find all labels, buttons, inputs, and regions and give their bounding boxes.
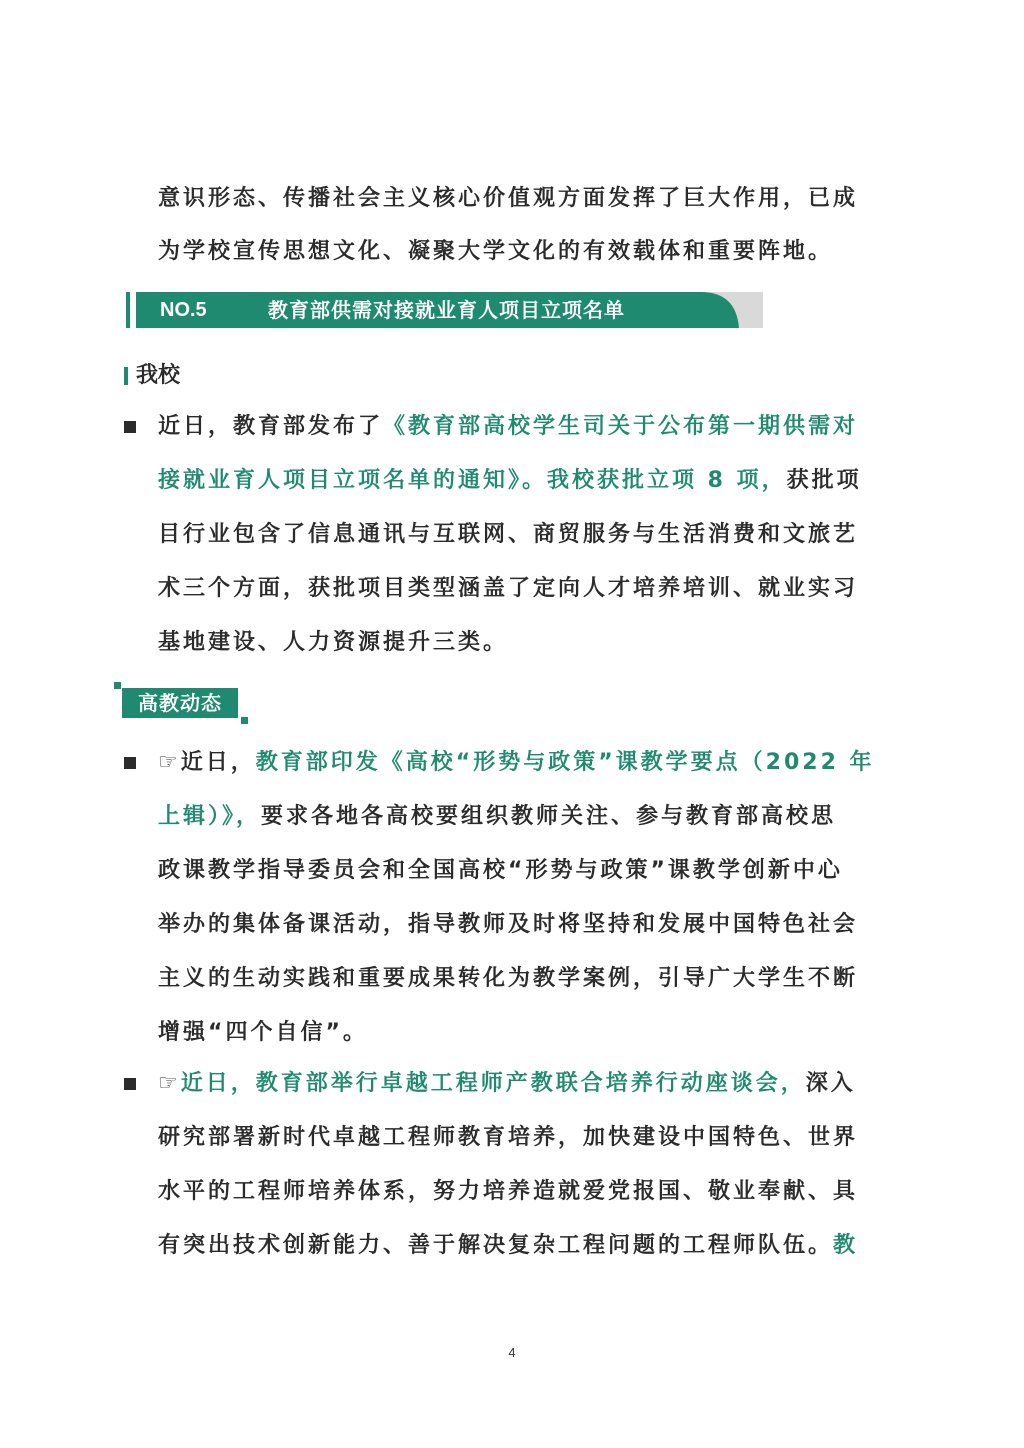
bullet-square-icon [124, 1078, 136, 1090]
item2-headline: 教育部印发《高校“形势与政策”课教学要点（2022 年 [255, 750, 875, 775]
subheading-text: 我校 [136, 363, 181, 388]
item2-line-2 [158, 802, 836, 832]
item1-line-2 [158, 466, 862, 496]
item2-line-1 [158, 748, 875, 778]
banner-title: 教育部供需对接就业育人项目立项名单 [268, 298, 625, 322]
item2-headline-cont: 上辑）》， [158, 804, 262, 829]
item1-line-4: 术三个方面，获批项目类型涵盖了定向人才培养培训、就业实习 [158, 576, 859, 601]
section-banner [126, 292, 763, 328]
item3-line-1 [158, 1069, 856, 1099]
tag-label: 高教动态 [122, 688, 238, 718]
item2-suffix: 要求各地各高校要组织教师关注、参与教育部高校思 [261, 804, 837, 829]
item3-line4-link: 教 [833, 1233, 859, 1258]
item3-line-4 [158, 1231, 858, 1261]
page-number: 4 [508, 1345, 516, 1360]
tag-corner-dot [114, 682, 121, 689]
item2-line-6: 增强“四个自信”。 [158, 1020, 368, 1045]
intro-line-1: 意识形态、传播社会主义核心价值观方面发挥了巨大作用，已成 [158, 186, 859, 211]
item1-notice-title-cont: 接就业育人项目立项名单的通知》。我校获批立项 8 项， [158, 468, 787, 493]
item3-line4-text: 有突出技术创新能力、善于解决复杂工程问题的工程师队伍。 [158, 1233, 834, 1258]
bullet-square-icon [124, 421, 136, 433]
item1-suffix: 获批项 [786, 468, 862, 493]
item1-prefix: 近日，教育部发布了 [158, 414, 384, 439]
item3-prefix: ☞ [158, 1071, 181, 1096]
bullet-square-icon [124, 757, 136, 769]
item2-prefix: ☞近日， [158, 750, 256, 775]
item3-line-3: 水平的工程师培养体系，努力培养造就爱党报国、敬业奉献、具 [158, 1179, 859, 1204]
item1-line-5: 基地建设、人力资源提升三类。 [158, 630, 509, 655]
intro-line-2: 为学校宣传思想文化、凝聚大学文化的有效载体和重要阵地。 [158, 239, 834, 264]
item1-line-3: 目行业包含了信息通讯与互联网、商贸服务与生活消费和文旅艺 [158, 522, 859, 547]
item1-notice-title: 《教育部高校学生司关于公布第一期供需对 [383, 414, 859, 439]
tag-corner-dot [241, 717, 248, 724]
banner-accent-bar [126, 292, 130, 328]
subheading-bar [124, 367, 128, 385]
item2-line-3: 政课教学指导委员会和全国高校“形势与政策”课教学创新中心 [158, 858, 843, 883]
banner-number: NO.5 [160, 299, 207, 321]
item1-line-1 [158, 412, 858, 442]
section-tag [114, 682, 248, 724]
item3-headline: 近日，教育部举行卓越工程师产教联合培养行动座谈会， [180, 1071, 806, 1096]
item3-line-2: 研究部署新时代卓越工程师教育培养，加快建设中国特色、世界 [158, 1125, 859, 1150]
item2-line-5: 主义的生动实践和重要成果转化为教学案例，引导广大学生不断 [158, 966, 859, 991]
item3-suffix: 深入 [805, 1071, 856, 1096]
item2-line-4: 举办的集体备课活动，指导教师及时将坚持和发展中国特色社会 [158, 912, 859, 937]
